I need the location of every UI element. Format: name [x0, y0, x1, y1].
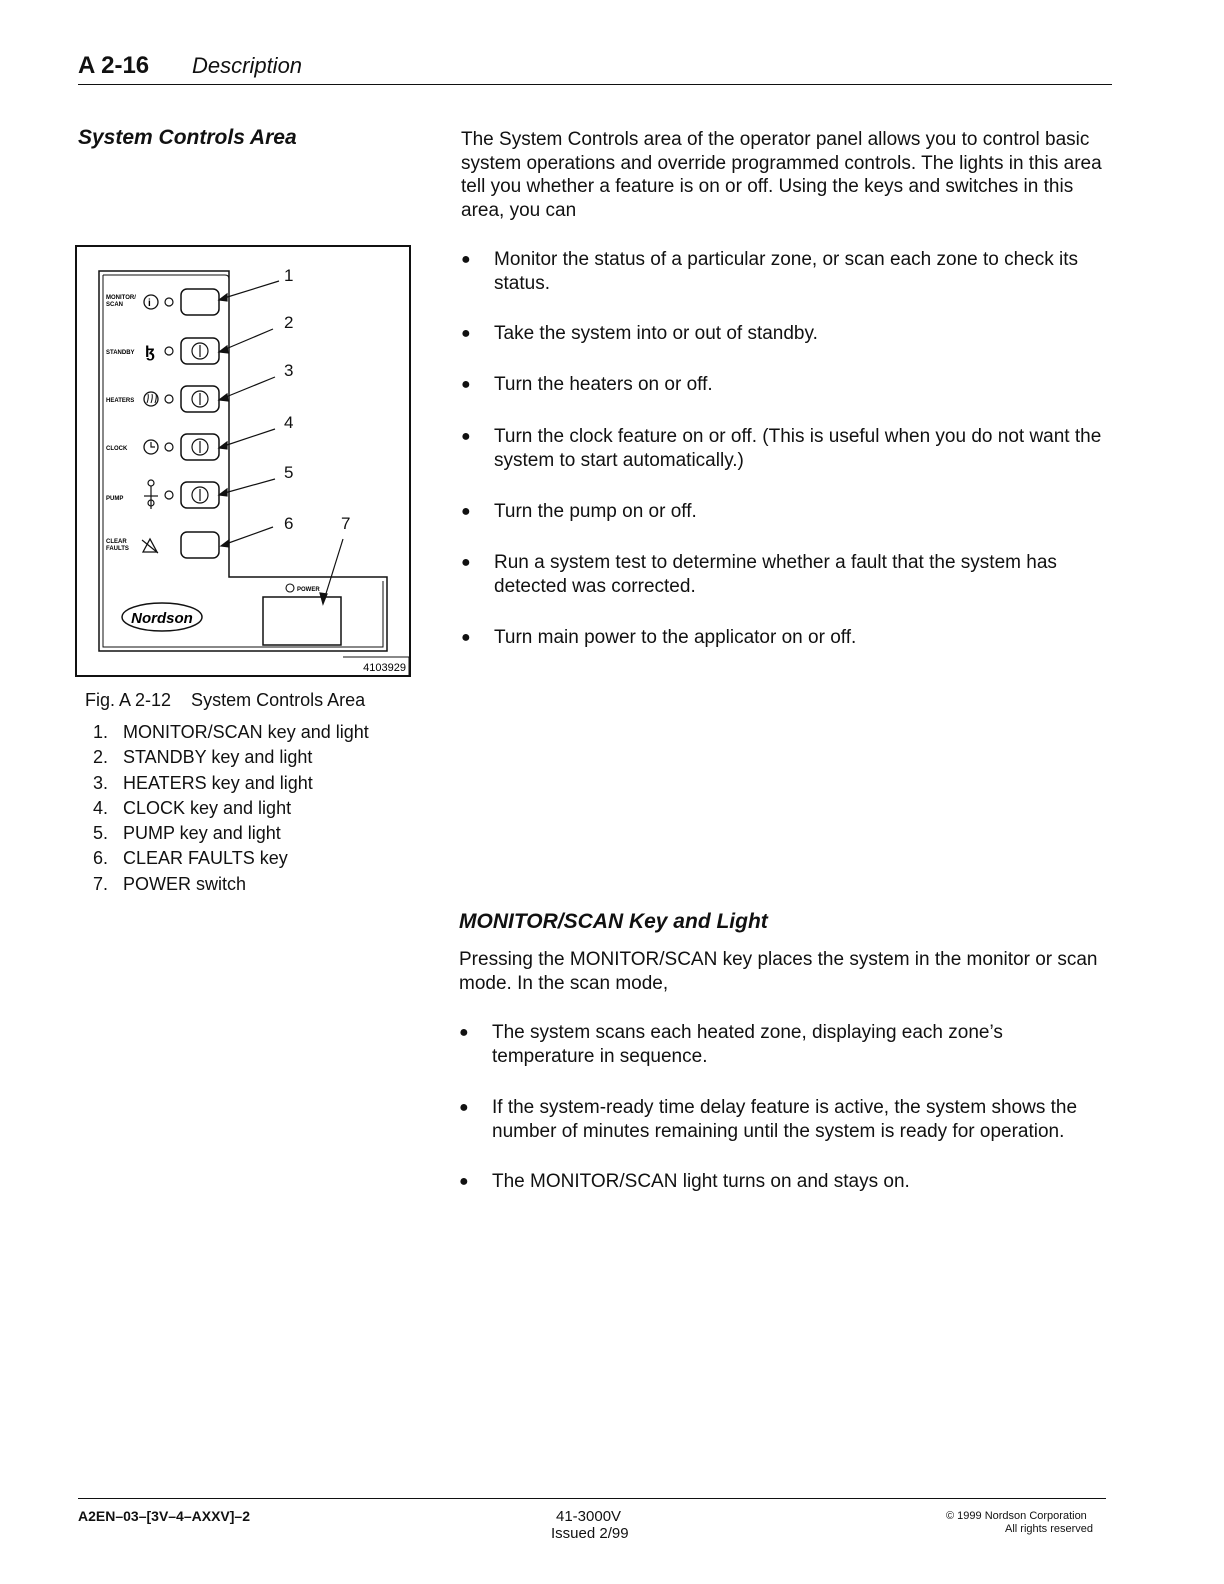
figure-legend: [93, 720, 369, 897]
power-switch: [263, 597, 341, 645]
clear-faults-key: [181, 532, 219, 558]
clear-label: CLEAR: [106, 539, 127, 545]
intro-paragraph: The System Controls area of the operator panel allows you to control basic system operations and override programmed controls. The lights in this area tell you whether a feature is on or off. Using the keys and switches in this area, you can: [461, 129, 1102, 221]
chapter-title: Description: [192, 53, 303, 78]
document-code: A2EN–03–[3V–4–AXXV]–2: [78, 1508, 250, 1524]
figure-id: 4103929: [363, 662, 406, 674]
callout-leaders: [219, 281, 343, 604]
callout-4: 4: [284, 413, 294, 432]
legend-item: 4. CLOCK key and light: [93, 797, 292, 818]
pump-label: PUMP: [106, 496, 124, 502]
part-number: 41-3000V: [556, 1508, 622, 1525]
clock-label: CLOCK: [106, 446, 128, 452]
legend-item: 6. CLEAR FAULTS key: [93, 848, 288, 869]
standby-icon: ɮ: [145, 344, 155, 361]
legend-item: 5. PUMP key and light: [93, 823, 281, 844]
pump-light: [165, 491, 173, 499]
standby-light: [165, 347, 173, 355]
callout-6: 6: [284, 514, 294, 533]
monitor-scan-paragraph: Pressing the MONITOR/SCAN key places the system in the monitor or scan mode. In the scan mode,: [459, 949, 1098, 994]
legend-item: 7. POWER switch: [93, 873, 247, 894]
figure-caption: Fig. A 2-12 System Controls Area: [85, 690, 366, 710]
callout-3: 3: [284, 361, 294, 380]
monitor-scan-light: [165, 298, 173, 306]
callout-5: 5: [284, 463, 294, 482]
logo-text: Nordson: [131, 610, 193, 627]
callout-1: 1: [284, 266, 294, 285]
scan-label: SCAN: [106, 302, 124, 308]
standby-label: STANDBY: [106, 350, 135, 356]
faults-label: FAULTS: [106, 546, 129, 552]
monitor-scan-icon: [144, 295, 158, 309]
heaters-light: [165, 395, 173, 403]
copyright: © 1999 Nordson Corporation: [946, 1510, 1087, 1522]
issue-date: Issued 2/99: [551, 1525, 629, 1542]
clock-light: [165, 443, 173, 451]
callout-2: 2: [284, 313, 294, 332]
header-rule: [78, 84, 1112, 85]
legend-item: 2. STANDBY key and light: [93, 747, 313, 768]
monitor-label: MONITOR/: [106, 295, 136, 301]
legend-item: 1. MONITOR/SCAN key and light: [93, 722, 369, 742]
operator-panel-drawing: [77, 247, 409, 675]
callout-7: 7: [341, 514, 351, 533]
footer-rule: [78, 1498, 1106, 1499]
system-controls-figure: [75, 245, 411, 677]
legend-item: 3. HEATERS key and light: [93, 772, 313, 793]
power-icon: [286, 584, 294, 592]
heaters-label: HEATERS: [106, 398, 135, 404]
rights-reserved: All rights reserved: [1005, 1523, 1094, 1535]
pump-icon: [144, 480, 158, 509]
page-number: A 2-16: [78, 52, 150, 79]
subsection-title: MONITOR/SCAN Key and Light: [459, 910, 768, 933]
svg-text:i: i: [148, 298, 151, 309]
monitor-scan-key: [181, 289, 219, 315]
section-title: System Controls Area: [78, 126, 297, 149]
power-label: POWER: [297, 587, 320, 593]
